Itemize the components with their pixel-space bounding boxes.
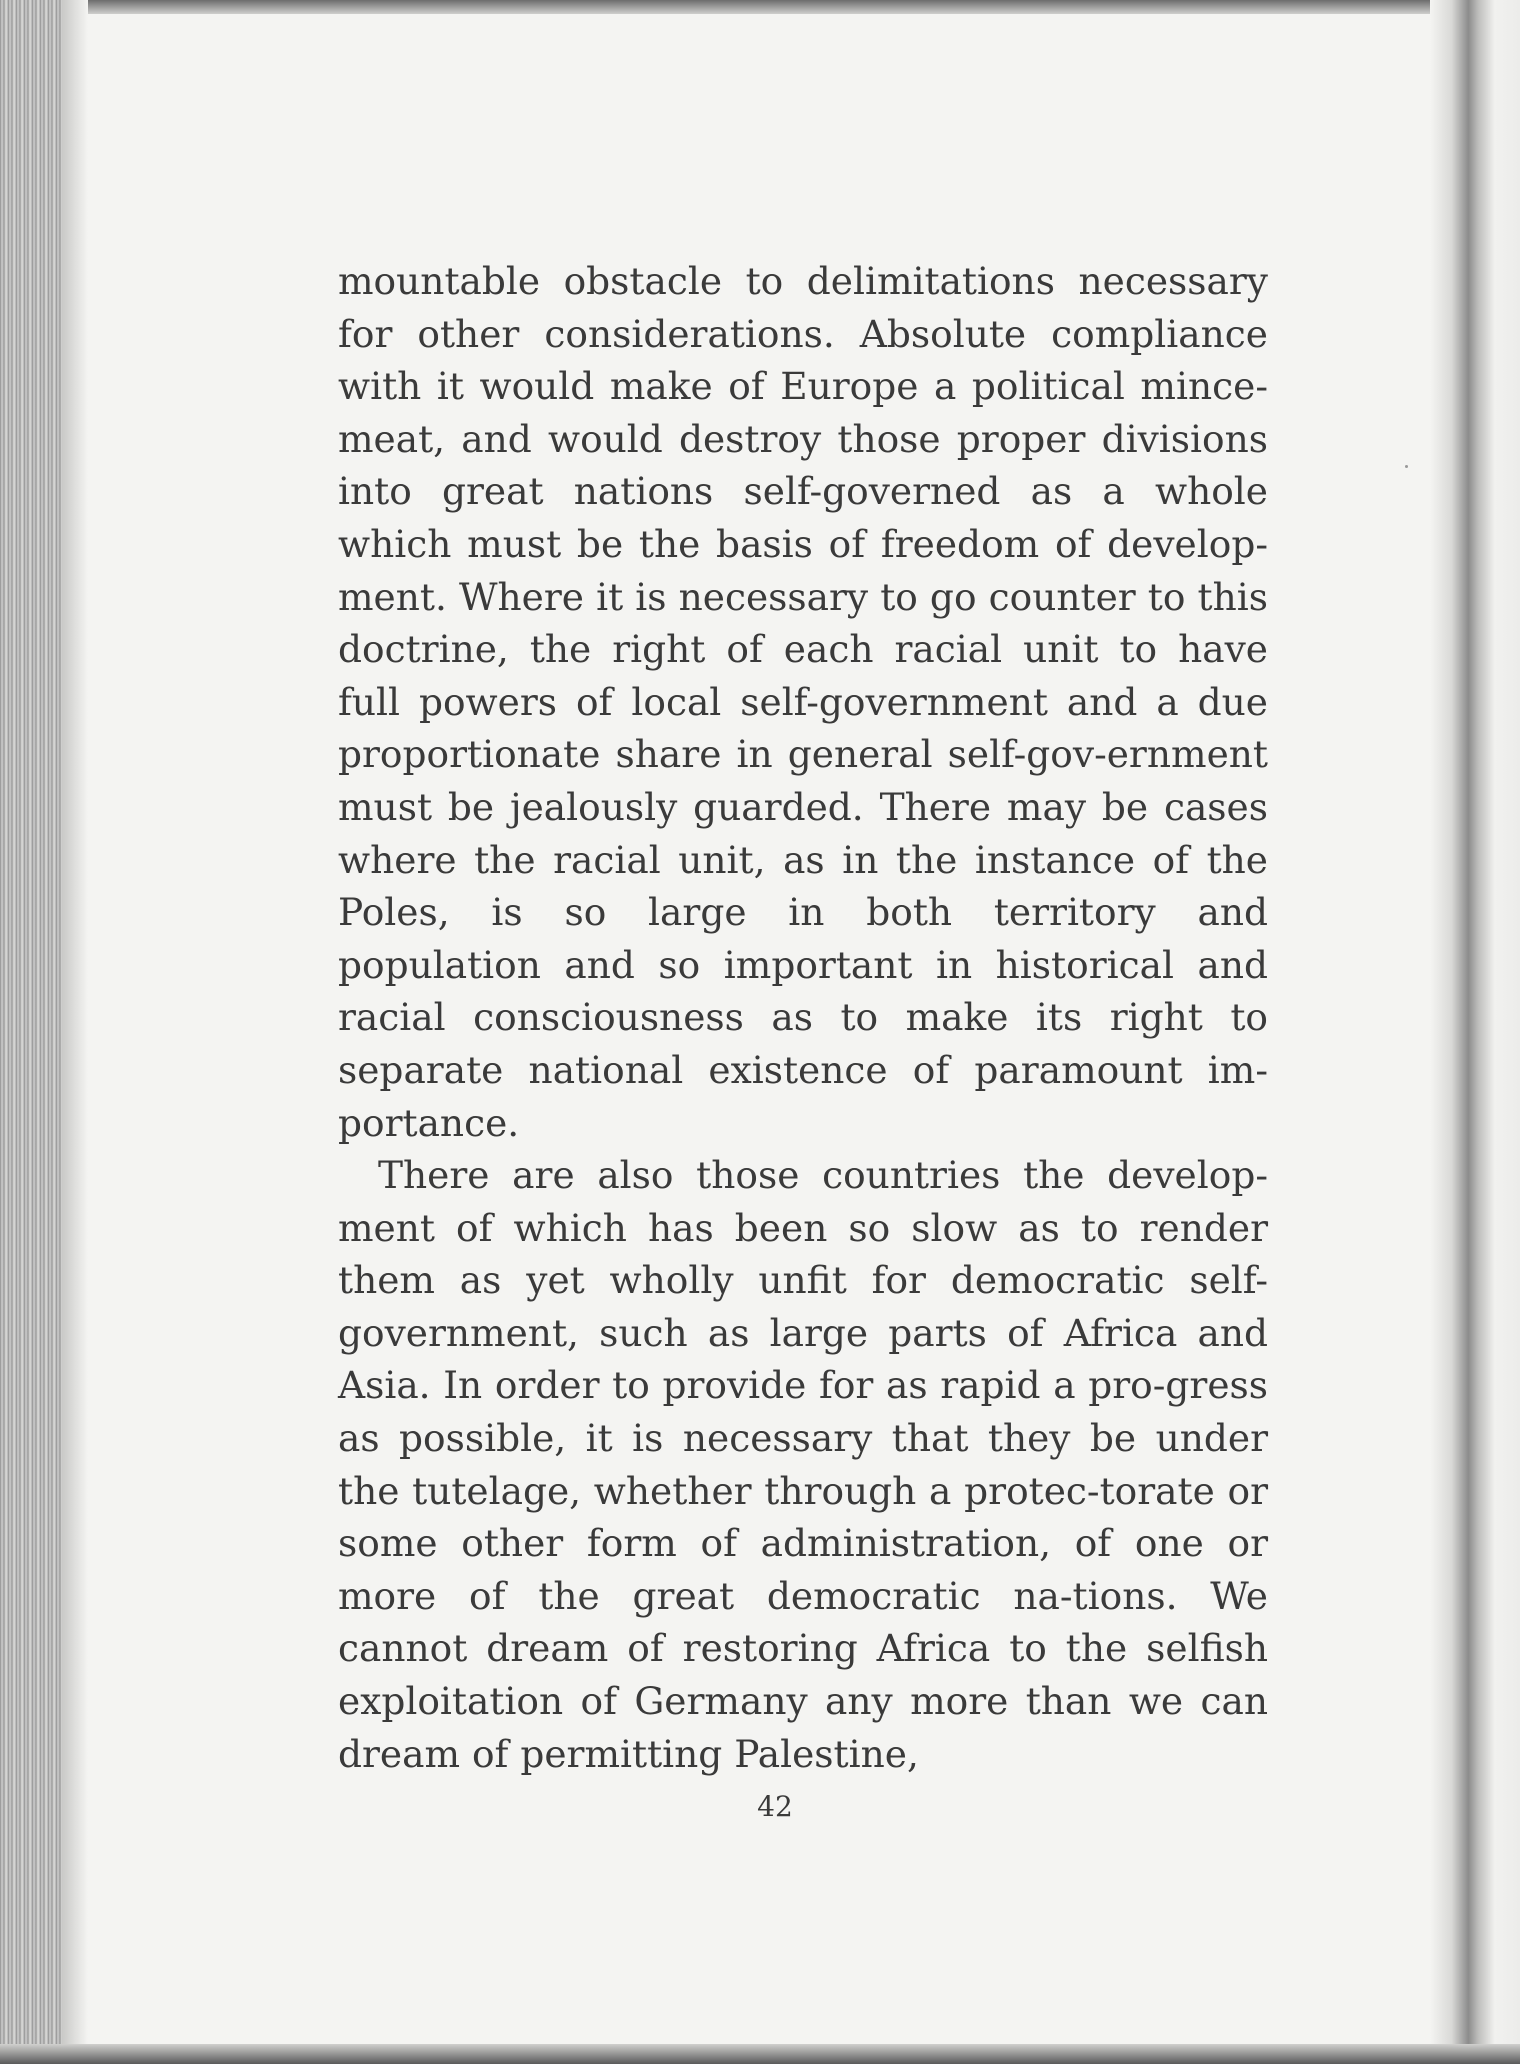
scan-background-top <box>0 0 1520 14</box>
page-edge-shadow <box>62 0 88 2064</box>
paragraph-continuation: mountable obstacle to delimitations necessary for other considerations. Absolute compliance with it would make of Europe a political mince-meat, and would destroy those proper divisions into great nations self-governed as a whole which must be the basis of freedom of develop-ment. Where it is necessary to go counter to this doctrine, the right of each racial unit to have full powers of local self-government and a due proportionate share in general self-gov-ernment must be jealously guarded. There may be cases where the racial unit, as in the instance of the Poles, is so large in both territory and population and so important in historical and racial consciousness as to make its right to separate national existence of paramount im-portance. <box>338 259 1268 1145</box>
page-stack-edge <box>0 0 62 2064</box>
paragraph: There are also those countries the develop-ment of which has been so slow as to render them as yet wholly unfit for democratic self-government, such as large parts of Africa and Asia. In order to provide for as rapid a pro-gress as possible, it is necessary that they be under the tutelage, whether through a protec-torate or some other form of administration, of one or more of the great democratic na-tions. We cannot dream of restoring Africa to the selfish exploitation of Germany any more than we can dream of permitting Palestine, <box>338 1153 1268 1776</box>
scan-background-bottom <box>0 2044 1520 2064</box>
book-gutter <box>1430 0 1478 2064</box>
paper-speck <box>1405 465 1408 468</box>
page-number: 42 <box>757 1790 793 1823</box>
facing-page-edge <box>1478 0 1520 2064</box>
body-text <box>338 255 1268 1780</box>
